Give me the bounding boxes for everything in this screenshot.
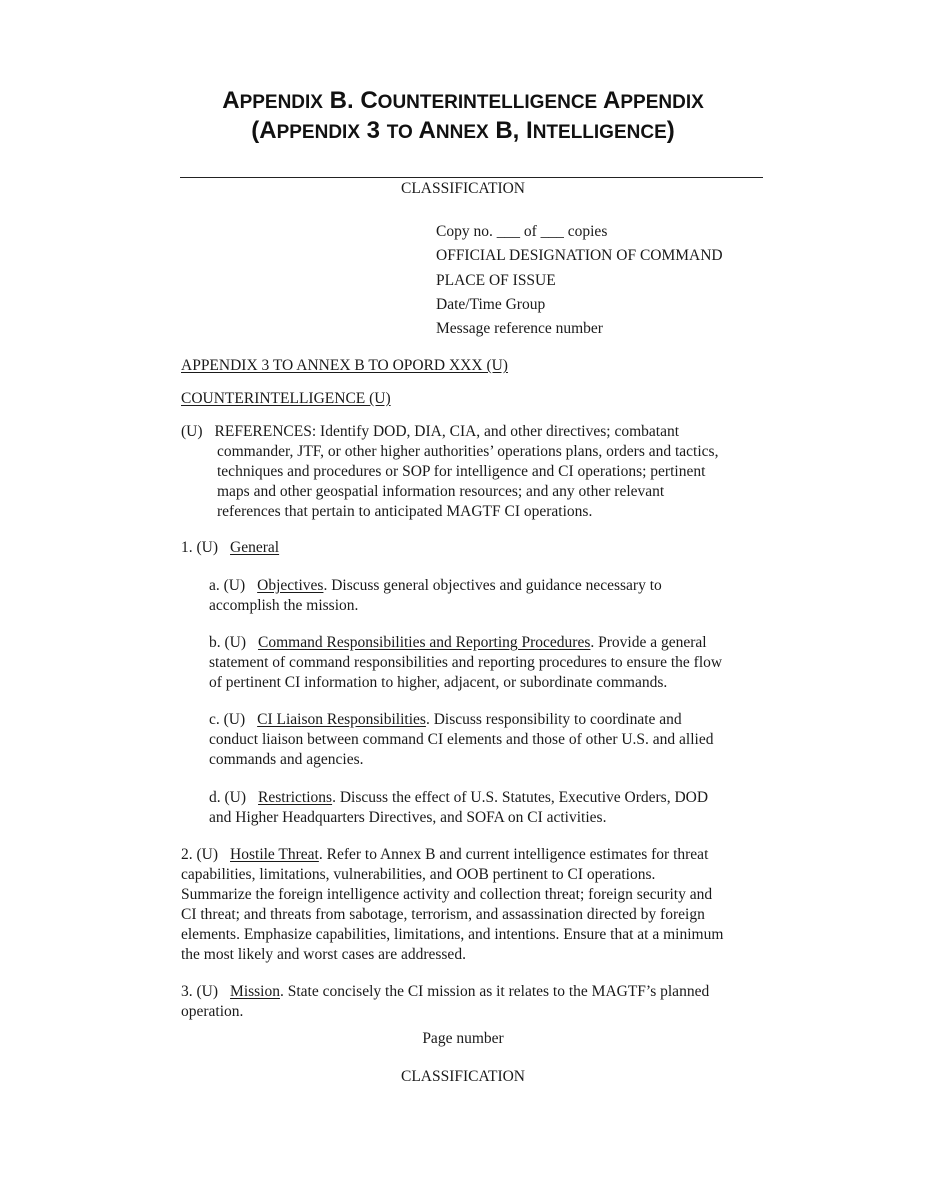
message-reference: Message reference number xyxy=(436,320,603,338)
subject-heading: COUNTERINTELLIGENCE (U) xyxy=(181,390,391,407)
classification-header: CLASSIFICATION xyxy=(400,180,525,197)
references-marker: (U) xyxy=(181,423,203,440)
appendix-title-line-1: APPENDIX B. COUNTERINTELLIGENCE APPENDIX xyxy=(222,87,704,114)
section-2: 2. (U) Hostile Threat. Refer to Annex B and current intelligence estimates for threat capabilities, limitations, vulnerabilities, and OOB pertinent to CI operations. Summarize the foreign intelligence activity and collection threat; foreign security and CI threat; and threats from sabotage, terrorism, and assassination directed by foreign elements. Emphasize capabilities, limitations, and intentions. Ensure that at a minimum the most likely and worst cases are addressed. xyxy=(181,846,724,963)
appendix-title-line-2: (APPENDIX 3 TO ANNEX B, INTELLIGENCE) xyxy=(251,117,675,144)
section-1b: b. (U) Command Responsibilities and Reporting Procedures. Provide a general statement of command responsibilities and reporting procedures to ensure the flow of pertinent CI information to higher, adjacent, or subordinate commands. xyxy=(209,634,723,691)
place-of-issue: PLACE OF ISSUE xyxy=(436,271,556,289)
section-1-title: General xyxy=(230,539,280,556)
section-1c-title: CI Liaison Responsibilities xyxy=(257,711,426,728)
header-divider xyxy=(180,177,763,178)
header-block xyxy=(436,220,723,341)
section-1a-title: Objectives xyxy=(257,577,324,594)
section-1a: a. (U) Objectives. Discuss general objectives and guidance necessary to accomplish the mission. xyxy=(209,577,662,614)
section-1b-title: Command Responsibilities and Reporting Procedures xyxy=(258,634,591,651)
command-designation: OFFICIAL DESIGNATION OF COMMAND xyxy=(436,247,723,265)
section-1d: d. (U) Restrictions. Discuss the effect of U.S. Statutes, Executive Orders, DOD and Higher Headquarters Directives, and SOFA on CI activities. xyxy=(209,789,709,826)
section-1d-title: Restrictions xyxy=(258,789,333,806)
section-1-heading: 1. (U) General xyxy=(181,539,280,556)
date-time-group: Date/Time Group xyxy=(436,295,546,313)
copy-number-line: Copy no. ___ of ___ copies xyxy=(436,223,608,240)
page-number: Page number xyxy=(422,1030,504,1047)
classification-footer: CLASSIFICATION xyxy=(400,1068,525,1085)
appendix-heading: APPENDIX 3 TO ANNEX B TO OPORD XXX (U) xyxy=(181,357,508,374)
section-2-title: Hostile Threat xyxy=(230,846,319,863)
section-3-title: Mission xyxy=(230,983,280,1000)
section-1c: c. (U) CI Liaison Responsibilities. Discuss responsibility to coordinate and conduct liaison between command CI elements and those of other U.S. and allied commands and agencies. xyxy=(209,711,714,768)
references-paragraph: (U) REFERENCES: Identify DOD, DIA, CIA, and other directives; combatant commander, JTF, or other higher authorities’ operations plans, orders and tactics, techniques and procedures or SOP for intelligence and CI operations; pertinent maps and other geospatial information resources; and any other relevant references that pertain to anticipated MAGTF CI operations. xyxy=(181,423,719,520)
section-3: 3. (U) Mission. State concisely the CI mission as it relates to the MAGTF’s planned operation. xyxy=(181,983,710,1020)
